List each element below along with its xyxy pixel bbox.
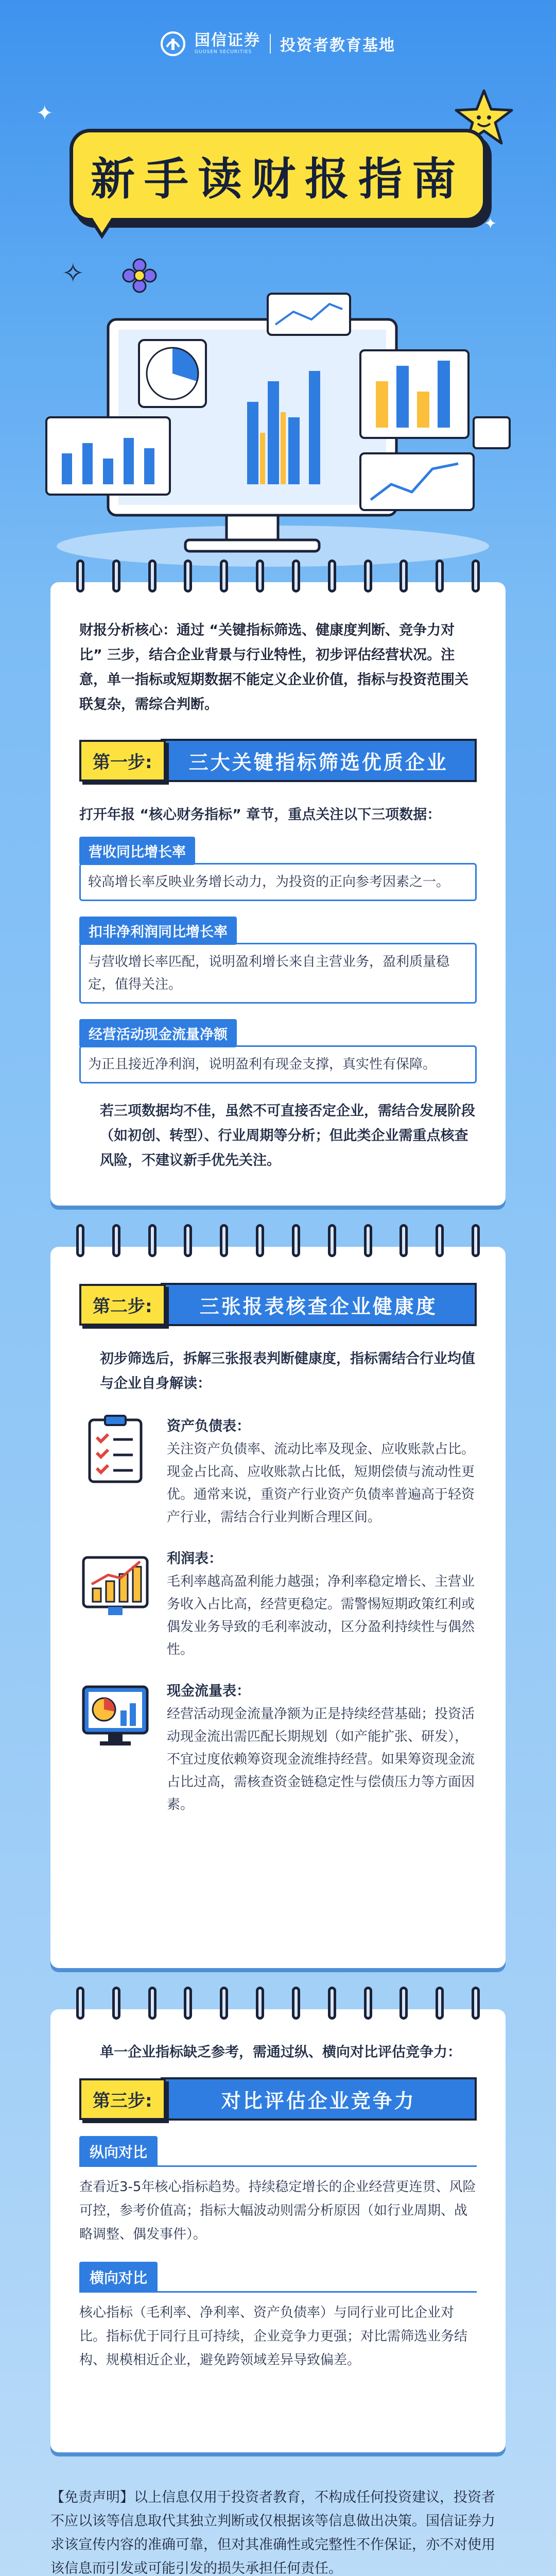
item-desc: 毛利率越高盈利能力越强；净利率稳定增长、主营业务收入占比高，经营更稳定。需警惕短期政策红利或偶发业务导致的毛利率波动，区分盈利持续性与偶然性。 — [167, 1574, 475, 1657]
metric-tag: 经营活动现金流量净额 — [79, 1019, 237, 1047]
step2-badge: 第二步: — [79, 1284, 166, 1326]
item-desc: 经营活动现金流量净额为正是持续经营基础；投资活动现金流出需匹配长期规划（如产能扩张、研发），不宜过度依赖筹资现金流维持经营。如果筹资现金流占比过高，需核查资金链稳定性与偿债压力等方面因素。 — [167, 1706, 475, 1812]
top-header — [0, 28, 556, 59]
growth-chart-icon — [79, 1547, 151, 1619]
step1-title: 三大关键指标筛选优质企业 — [161, 739, 477, 782]
metric-item — [79, 1019, 477, 1083]
notebook-rings — [76, 1224, 480, 1257]
step1-heading — [79, 739, 477, 782]
brand-logo — [195, 32, 260, 55]
header-divider — [270, 34, 271, 54]
sparkle-icon: ✦ — [484, 215, 497, 233]
sub-tag: 纵向对比 — [79, 2136, 158, 2167]
step2-card — [50, 1247, 506, 1968]
vertical-comparison — [79, 2136, 477, 2246]
metric-tag: 扣非净利润同比增长率 — [79, 917, 237, 945]
brand-name-en: GUOSEN SECURITIES — [195, 49, 252, 55]
intro-text: 财报分析核心：通过 “关键指标筛选、健康度判断、竞争力对比” 三步，结合企业背景与行业特性，初步评估经营状况。注意，单一指标或短期数据不能定义企业价值，指标与投资范围关联复杂，需综合判断。 — [79, 622, 468, 713]
step3-title: 对比评估企业竞争力 — [161, 2077, 477, 2121]
step3-heading — [79, 2077, 477, 2121]
sub-text: 查看近3-5年核心指标趋势。持续稳定增长的企业经营更连贯、风险可控，参考价值高；指标大幅波动则需分析原因（如行业周期、战略调整、偶发事件）。 — [79, 2179, 476, 2242]
item-heading: 资产负债表： — [167, 1418, 250, 1434]
step1-lead: 打开年报 “核心财务指标” 章节，重点关注以下三项数据： — [79, 807, 441, 823]
metric-desc: 为正且接近净利润，说明盈利有现金支撑，真实性有保障。 — [79, 1045, 477, 1083]
financial-dashboard-illustration — [31, 289, 525, 577]
guosen-logo-icon — [161, 31, 185, 56]
step3-badge: 第三步: — [79, 2078, 166, 2120]
title-bubble — [70, 129, 486, 222]
brand-name: 国信证券 — [195, 31, 260, 49]
horizontal-comparison — [79, 2262, 477, 2372]
notebook-rings — [76, 560, 480, 592]
sub-text: 核心指标（毛利率、净利率、资产负债率）与同行业可比企业对比。指标优于同行且可持续，企业竞争力更强；对比需筛选业务结构、规模相近企业，避免跨领域差异导致偏差。 — [79, 2305, 468, 2368]
education-base-label: 投资者教育基地 — [280, 37, 395, 55]
monitor-chart-icon — [79, 1680, 151, 1752]
notebook-rings — [76, 1987, 480, 2020]
metric-desc: 较高增长率反映业务增长动力，为投资的正向参考因素之一。 — [79, 863, 477, 901]
item-desc: 关注资产负债率、流动比率及现金、应收账款占比。现金占比高、应收账款占比低，短期偿债与流动性更优。通常来说，重资产行业资产负债率普遍高于轻资产行业，需结合行业判断合理区间。 — [167, 1442, 475, 1525]
sparkle-icon: ✧ — [62, 258, 84, 289]
step1-badge: 第一步: — [79, 740, 166, 782]
page-title: 新手读财报指南 — [91, 153, 465, 205]
step2-title: 三张报表核查企业健康度 — [161, 1283, 477, 1326]
step2-heading — [79, 1283, 477, 1326]
checklist-icon — [79, 1415, 151, 1487]
step3-lead: 单一企业指标缺乏参考，需通过纵、横向对比评估竞争力： — [100, 2044, 461, 2060]
metric-item — [79, 837, 477, 901]
cash-flow-item — [79, 1680, 477, 1816]
metric-desc: 与营收增长率匹配，说明盈利增长来自主营业务，盈利质量稳定，值得关注。 — [79, 943, 477, 1004]
item-heading: 现金流量表： — [167, 1683, 250, 1699]
speech-bubble-tail-fill — [90, 214, 114, 233]
metric-tag: 营收同比增长率 — [79, 837, 195, 865]
sub-tag: 横向对比 — [79, 2262, 158, 2293]
step1-card — [50, 582, 506, 1206]
balance-sheet-item — [79, 1415, 477, 1529]
income-statement-item — [79, 1547, 477, 1661]
sparkle-icon: ✦ — [36, 101, 54, 125]
step1-note: 若三项数据均不佳，虽然不可直接否定企业，需结合发展阶段（如初创、转型）、行业周期等分析；但此类企业需重点核查风险，不建议新手优先关注。 — [100, 1103, 475, 1168]
step3-card — [50, 2009, 506, 2452]
step2-lead: 初步筛选后，拆解三张报表判断健康度，指标需结合行业均值与企业自身解读： — [100, 1351, 475, 1392]
disclaimer: 【免责声明】以上信息仅用于投资者教育，不构成任何投资建议，投资者不应以该等信息取代其独立判断或仅根据该等信息做出决策。国信证券力求该宣传内容的准确可靠，但对其准确性或完整性不作保证，亦不对使用该信息而引发或可能引发的损失承担任何责任。 — [50, 2489, 495, 2576]
metric-item — [79, 917, 477, 1004]
item-heading: 利润表： — [167, 1551, 222, 1567]
